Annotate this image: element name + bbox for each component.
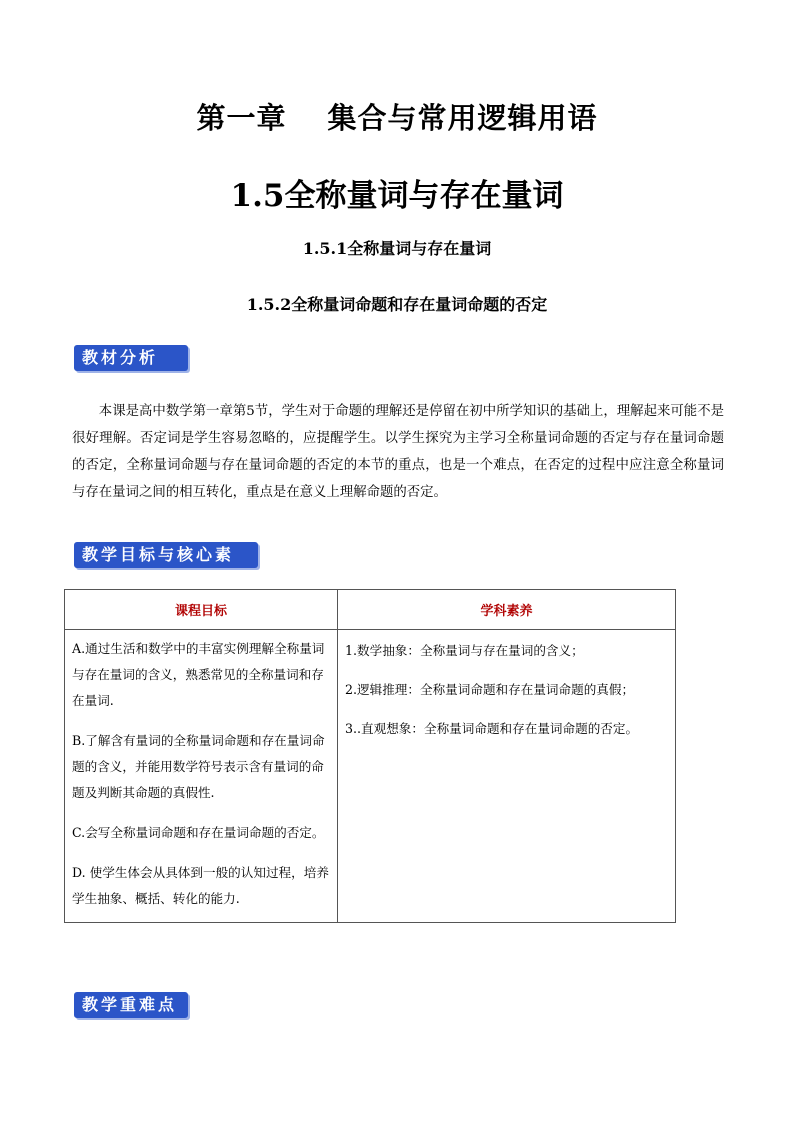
column-header-goals: 课程目标	[65, 590, 338, 630]
goal-item: A.通过生活和数学中的丰富实例理解全称量词与存在量词的含义，熟悉常见的全称量词和存在量词.	[72, 641, 325, 708]
section-title: 1.5全称量词与存在量词	[230, 178, 564, 214]
analysis-paragraph: 本课是高中数学第一章第5节，学生对于命题的理解还是停留在初中所学知识的基础上，理解起来可能不是很好理解。否定词是学生容易忽略的，应提醒学生。以学生探究为主学习全称量词命题的否定与存在量词命题的否定，全称量词命题与存在量词命题的否定的本节的重点，也是一个难点，在否定的过程中应注意全称量词与存在量词之间的相互转化，重点是在意义上理解命题的否定。	[72, 404, 724, 500]
goals-cell	[65, 630, 338, 923]
literacy-item: 1.数学抽象：全称量词与存在量词的含义；	[345, 643, 584, 658]
goal-item: B.了解含有量词的全称量词命题和存在量词命题的含义，并能用数学符号表示含有量词的命题及判断其命题的真假性.	[72, 733, 325, 800]
goals-badge: 教学目标与核心素养	[74, 542, 258, 568]
literacy-item: 3..直观想象：全称量词命题和存在量词命题的否定。	[345, 721, 639, 736]
goals-table	[64, 589, 676, 923]
goal-item: D. 使学生体会从具体到一般的认知过程，培养学生抽象、概括、转化的能力.	[72, 865, 329, 906]
subsection-title-2: 1.5.2全称量词命题和存在量词命题的否定	[246, 295, 548, 314]
keypoints-badge: 教学重难点	[74, 992, 188, 1018]
column-header-literacy: 学科素养	[338, 590, 676, 630]
literacy-item: 2.逻辑推理：全称量词命题和存在量词命题的真假；	[345, 682, 635, 697]
table-header-row	[65, 590, 676, 630]
analysis-badge: 教材分析	[74, 345, 188, 371]
literacy-cell	[338, 630, 676, 923]
goal-item: C.会写全称量词命题和存在量词命题的否定。	[72, 825, 325, 840]
subsection-title-1: 1.5.1全称量词与存在量词	[302, 239, 492, 258]
table-row	[65, 630, 676, 923]
chapter-title: 第一章 集合与常用逻辑用语	[196, 101, 598, 135]
